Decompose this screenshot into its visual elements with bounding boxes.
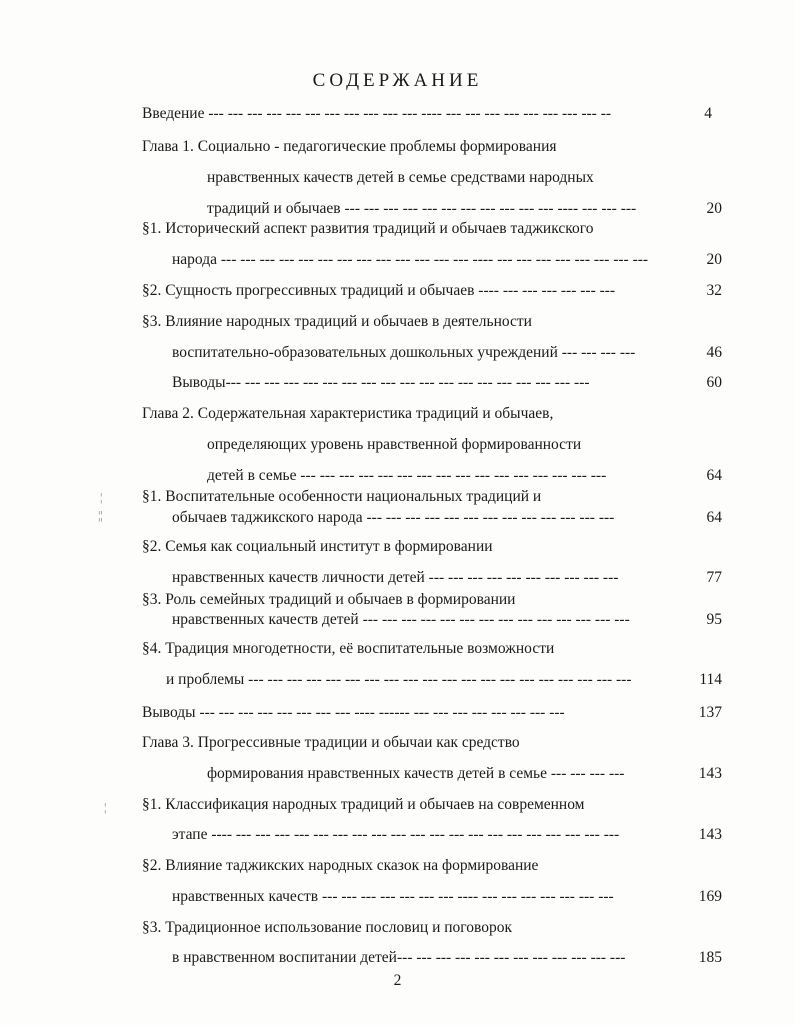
toc-entry-text: обычаев таджикского народа --- --- --- --- --- --- --- --- --- --- --- --- --- <box>172 509 615 526</box>
toc-entry-page: 20 <box>706 200 722 217</box>
toc-entry-text: Выводы --- --- --- --- --- --- --- --- ---- ------ --- --- --- --- --- --- --- --- <box>142 704 565 721</box>
toc-entry-text: §1. Классификация народных традиций и обычаев на современном <box>142 796 585 813</box>
toc-entry-text: и проблемы --- --- --- --- --- --- --- --- --- --- --- --- --- --- --- --- --- --- --- --- <box>166 671 632 688</box>
toc-entry-text: Глава 2. Содержательная характеристика традиций и обычаев, <box>142 405 554 422</box>
scan-mark: ¦ <box>100 490 103 504</box>
toc-entry-page: 77 <box>706 569 722 586</box>
toc-entry-text: традиций и обычаев --- --- --- --- --- --- --- --- --- --- --- ---- --- --- --- <box>207 200 637 217</box>
toc-entry-text: Введение --- --- --- --- --- --- --- --- --- --- --- ---- --- --- --- --- --- --- --- --- -- <box>142 105 612 122</box>
toc-entry-page: 169 <box>698 888 722 905</box>
toc-entry-page: 4 <box>704 105 712 122</box>
toc-entry-text: §3. Роль семейных традиций и обычаев в формировании <box>142 591 516 608</box>
scan-mark: ¦ <box>104 800 107 814</box>
toc-entry-text: воспитательно-образовательных дошкольных учреждений --- --- --- --- <box>172 344 636 361</box>
toc-entry-page: 64 <box>706 509 722 526</box>
toc-entry-text: формирования нравственных качеств детей в семье --- --- --- --- <box>207 765 625 782</box>
toc-entry-text: §3. Традиционное использование пословиц и поговорок <box>142 919 513 936</box>
toc-entry-text: в нравственном воспитании детей--- --- --- --- --- --- --- --- --- --- --- --- <box>172 949 626 966</box>
toc-entry-text: §3. Влияние народных традиций и обычаев в деятельности <box>142 313 532 330</box>
toc-entry-text: этапе ---- --- --- --- --- --- --- --- --- --- --- --- --- --- --- --- --- --- --- --- --- <box>172 826 620 843</box>
toc-entry-text: нравственных качеств детей в семье средствами народных <box>207 169 594 186</box>
toc-entry-text: §4. Традиция многодетности, её воспитательные возможности <box>142 640 555 657</box>
toc-entry-text: §1. Исторический аспект развития традиций и обычаев таджикского <box>142 220 594 237</box>
toc-entry-text: нравственных качеств --- --- --- --- --- --- --- ---- --- --- --- --- --- --- --- <box>172 888 614 905</box>
toc-entry-text: Глава 1. Социально - педагогические проблемы формирования <box>142 138 557 155</box>
toc-entry-page: 185 <box>698 949 722 966</box>
toc-entry-page: 143 <box>698 765 722 782</box>
toc-entry-page: 60 <box>706 374 722 391</box>
toc-entry-page: 46 <box>706 344 722 361</box>
toc-entry-text: нравственных качеств детей --- --- --- --- --- --- --- --- --- --- --- --- --- --- <box>172 611 630 628</box>
toc-entry-text: §1. Воспитательные особенности национальных традиций и <box>142 488 542 505</box>
toc-entry-page: 95 <box>706 611 722 628</box>
toc-entry-text: Глава 3. Прогрессивные традиции и обычаи как средство <box>142 734 520 751</box>
toc-entry-page: 20 <box>706 251 722 268</box>
page-title: СОДЕРЖАНИЕ <box>312 70 483 91</box>
toc-entry-text: нравственных качеств личности детей --- --- --- --- --- --- --- --- --- --- <box>172 569 619 586</box>
toc-entry-text: §2. Семья как социальный институт в формировании <box>142 538 493 555</box>
toc-entry-text: §2. Сущность прогрессивных традиций и обычаев ---- --- --- --- --- --- --- <box>142 282 616 299</box>
toc-entry-text: определяющих уровень нравственной формированности <box>207 436 582 453</box>
toc-entry-page: 64 <box>706 467 722 484</box>
toc-entry-text: §2. Влияние таджикских народных сказок на формирование <box>142 857 539 874</box>
page-number: 2 <box>393 972 402 989</box>
toc-entry-text: народа --- --- --- --- --- --- --- --- --- --- --- --- --- ---- --- --- --- --- --- --- --- --- <box>172 251 649 268</box>
toc-entry-page: 143 <box>698 826 722 843</box>
toc-entry-text: детей в семье --- --- --- --- --- --- --- --- --- --- --- --- --- --- --- --- <box>207 467 607 484</box>
scan-mark: ¦¦ <box>98 508 103 522</box>
toc-entry-page: 137 <box>698 704 722 721</box>
toc-entry-text: Выводы--- --- --- --- --- --- --- --- --- --- --- --- --- --- --- --- --- --- --- <box>172 374 590 391</box>
toc-entry-page: 114 <box>699 671 722 688</box>
toc-entry-page: 32 <box>706 282 722 299</box>
